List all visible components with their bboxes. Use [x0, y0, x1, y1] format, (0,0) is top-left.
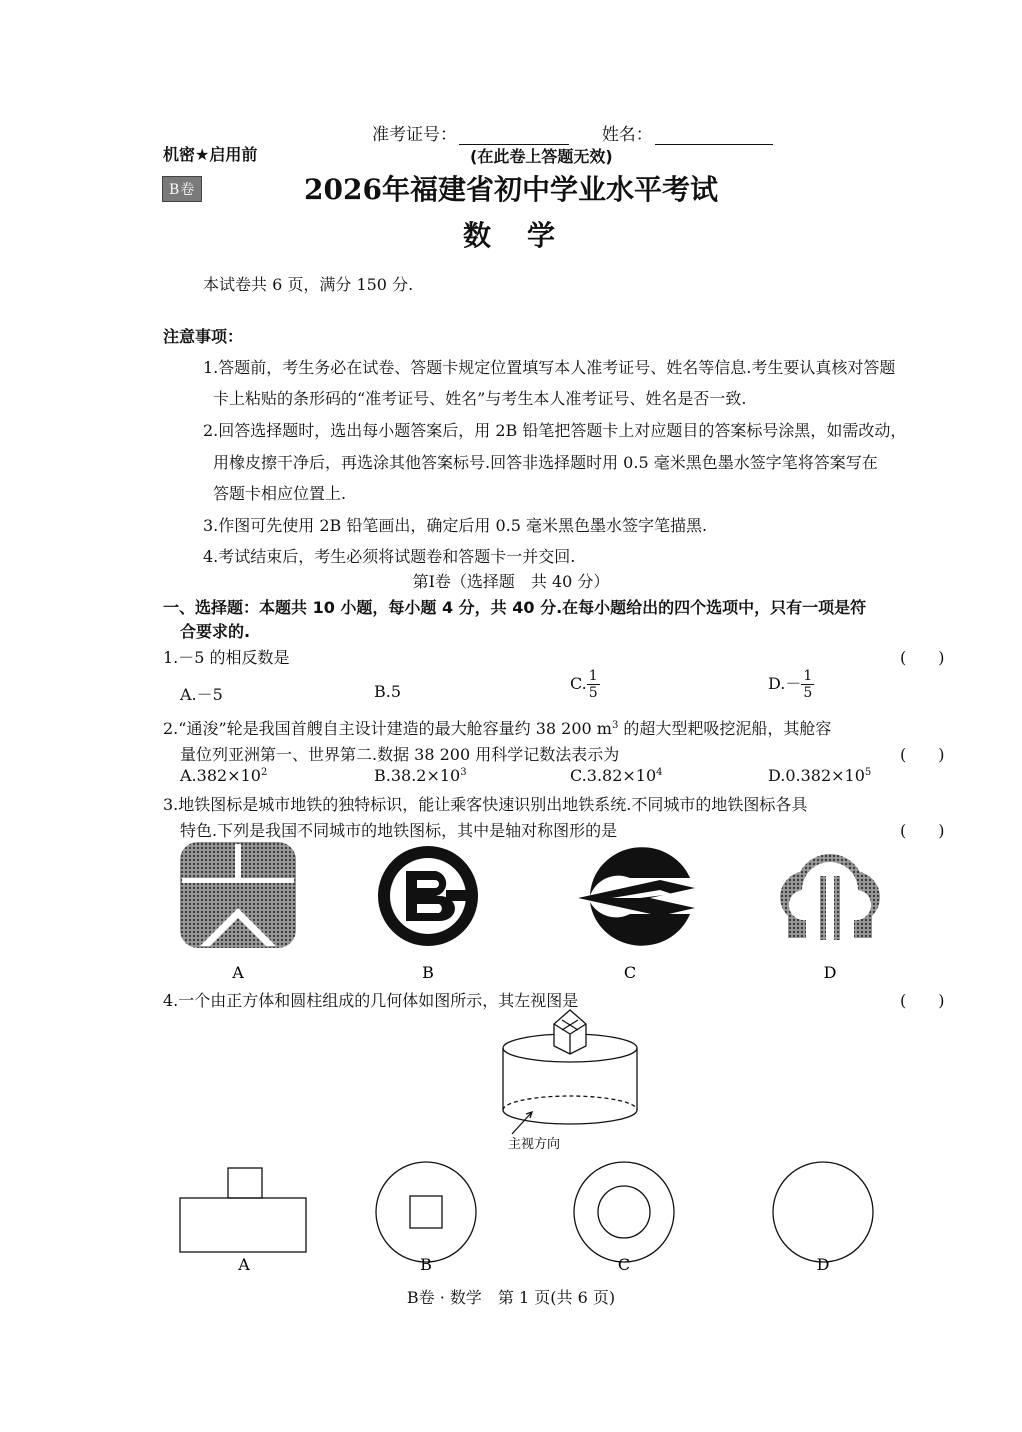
q2-option-a — [180, 766, 267, 785]
fraction-numerator: 1 — [803, 668, 813, 684]
q3-label-c: C — [623, 963, 637, 982]
note-1-line-2: 卡上粘贴的条形码的“准考证号、姓名”与考生本人准考证号、姓名是否一致. — [213, 389, 747, 408]
metro-icon-d — [780, 854, 880, 940]
q1-stem: 1.－5 的相反数是 — [163, 648, 290, 667]
name-label: 姓名： — [601, 125, 653, 145]
metro-icons-figure — [160, 838, 920, 988]
q1-option-d-prefix: D.－ — [768, 674, 802, 693]
q4-option-d-view — [773, 1162, 873, 1262]
fraction-numerator: 1 — [588, 668, 598, 684]
q4-options-figure — [160, 1150, 880, 1280]
note-2-line-1: 2.回答选择题时，选出每小题答案后，用 2B 铅笔把答题卡上对应题目的答案标号涂黑，如需改动， — [203, 421, 907, 440]
page-footer: B卷 · 数学 第 1 页(共 6 页) — [406, 1288, 616, 1307]
q1-option-d — [768, 668, 814, 701]
q2-option-b — [374, 766, 467, 785]
note-4: 4.考试结束后，考生必须将试题卷和答题卡一并交回. — [203, 547, 576, 566]
q1-option-c-prefix: C. — [570, 674, 587, 693]
q2-unit-exponent: 3 — [611, 720, 619, 731]
page-title: 2026年福建省初中学业水平考试 — [304, 173, 718, 206]
q3-line-1: 3.地铁图标是城市地铁的独特标识，能让乘客快速识别出地铁系统.不同城市的地铁图标各具 — [163, 795, 808, 814]
q3-line-2: 特色.下列是我国不同城市的地铁图标，其中是轴对称图形的是 — [180, 821, 618, 840]
q2-option-c-exponent: 4 — [656, 767, 663, 778]
q2-option-d-exponent: 5 — [864, 767, 872, 778]
metro-icon-a — [180, 842, 296, 948]
q1-option-c — [570, 668, 600, 701]
q2-answer-bracket: ( ) — [900, 745, 945, 764]
q1-option-d-fraction — [801, 668, 814, 701]
notes-heading: 注意事项： — [163, 327, 244, 346]
volume-badge: B卷 — [162, 176, 202, 202]
note-2-line-3: 答题卡相应位置上. — [213, 484, 347, 503]
q2-option-c-base: C.3.82×10 — [570, 766, 657, 785]
q2-option-c — [570, 766, 663, 785]
note-3: 3.作图可先使用 2B 铅笔画出，确定后用 0.5 毫米黑色墨水签字笔描黑. — [203, 516, 708, 535]
q4-label-c: C — [617, 1255, 631, 1274]
name-blank — [655, 128, 773, 145]
metro-icon-c — [578, 847, 695, 946]
q1-option-c-fraction — [587, 668, 600, 701]
q4-stem: 4.一个由正方体和圆柱组成的几何体如图所示，其左视图是 — [163, 991, 579, 1010]
invalid-note: (在此卷上答题无效) — [470, 147, 613, 166]
note-2-line-2: 用橡皮擦干净后，再选涂其他答案标号.回答非选择题时用 0.5 毫米黑色墨水签字笔将答案写在 — [213, 453, 878, 472]
q2-option-a-base: A.382×10 — [180, 766, 261, 785]
fraction-denominator: 5 — [803, 685, 813, 701]
exam-id-blank — [459, 128, 569, 145]
note-1-line-1: 1.答题前，考生务必在试卷、答题卡规定位置填写本人准考证号、姓名等信息.考生要认真核对答题 — [203, 358, 896, 377]
fraction-denominator: 5 — [588, 685, 598, 701]
exam-summary: 本试卷共 6 页，满分 150 分. — [203, 275, 414, 294]
q2-option-a-exponent: 2 — [260, 767, 268, 778]
metro-icon-b — [378, 846, 478, 946]
q2-option-b-exponent: 3 — [460, 767, 467, 778]
exam-id-row — [372, 120, 773, 145]
q4-option-b-view — [376, 1162, 476, 1262]
section-title: 第Ⅰ卷（选择题 共 40 分） — [412, 572, 610, 591]
q2-option-d — [768, 766, 871, 785]
secret-label: 机密★启用前 — [163, 145, 258, 164]
q4-answer-bracket: ( ) — [900, 991, 945, 1010]
q1-option-b: B.5 — [374, 682, 402, 701]
q4-label-d: D — [816, 1255, 830, 1274]
q2-option-b-base: B.38.2×10 — [374, 766, 461, 785]
q4-label-b: B — [420, 1255, 432, 1274]
q4-option-c-view — [574, 1162, 674, 1262]
subject-title: 数 学 — [462, 219, 559, 252]
exam-id-label: 准考证号： — [372, 125, 457, 145]
q1-answer-bracket: ( ) — [900, 648, 945, 667]
q3-label-b: B — [422, 963, 434, 982]
q1-option-a: A.－5 — [180, 685, 223, 704]
q4-label-a: A — [238, 1255, 250, 1274]
q2-line-1-text: 2.“通浚”轮是我国首艘自主设计建造的最大舱容量约 38 200 m — [163, 719, 612, 738]
q2-option-d-base: D.0.382×10 — [768, 766, 865, 785]
q4-option-a-view — [180, 1168, 306, 1252]
q2-line-1 — [163, 716, 831, 739]
q2-line-2: 量位列亚洲第一、世界第二.数据 38 200 用科学记数法表示为 — [180, 745, 620, 764]
q3-label-a: A — [232, 963, 244, 982]
q3-answer-bracket: ( ) — [900, 821, 945, 840]
q2-line-1-tail: 的超大型耙吸挖泥船，其舱容 — [618, 719, 832, 738]
q3-label-d: D — [823, 963, 837, 982]
q4-solid-figure — [490, 1006, 650, 1154]
view-direction-label: 主视方向 — [507, 1137, 561, 1152]
section-instructions-line-2: 合要求的. — [180, 622, 251, 641]
section-instructions-line-1: 一、选择题：本题共 10 小题，每小题 4 分，共 40 分.在每小题给出的四个选项中，只有一项是符 — [163, 598, 867, 617]
